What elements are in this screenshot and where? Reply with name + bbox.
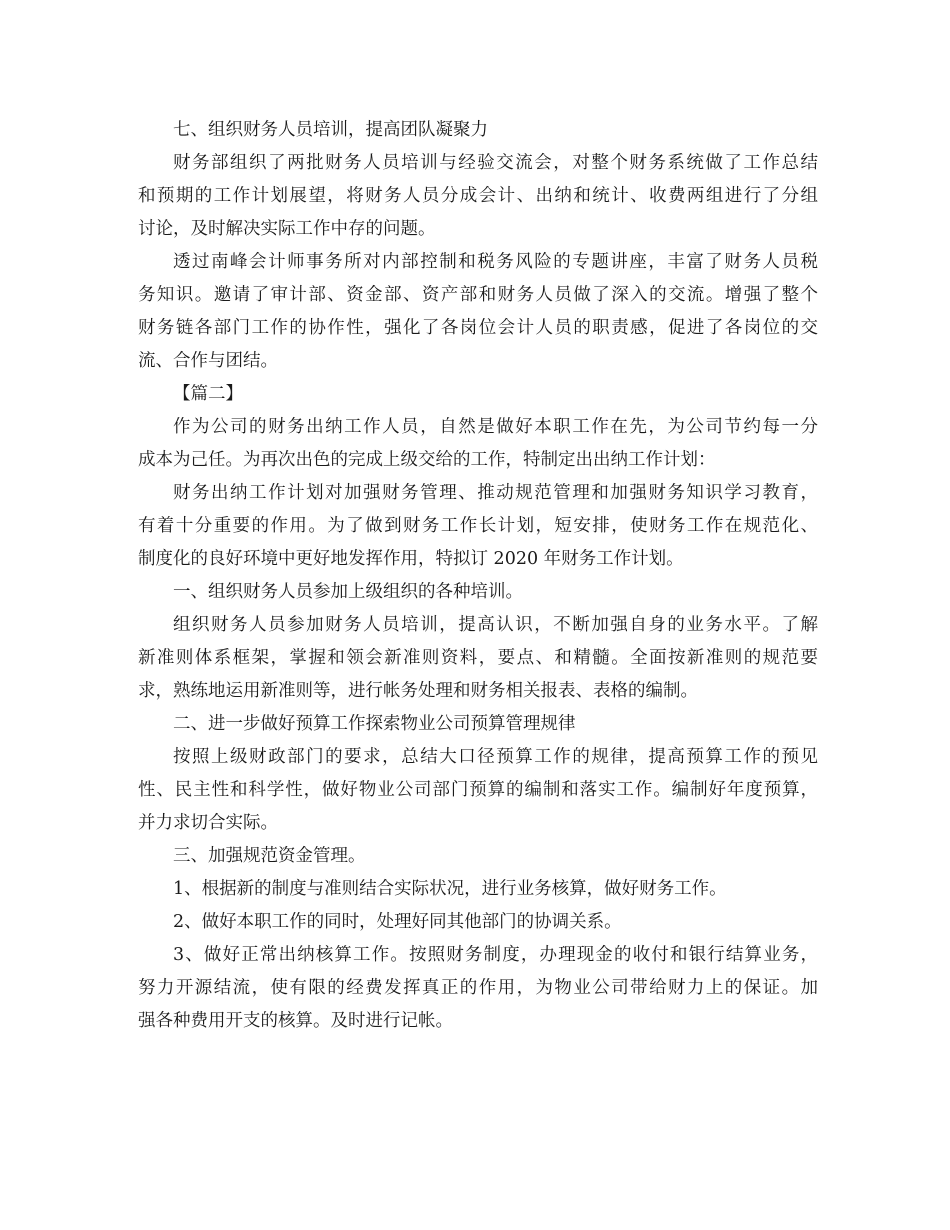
- text-line: 强各种费用开支的核算。及时进行记帐。: [138, 1011, 453, 1031]
- text-line: 作为公司的财务出纳工作人员，自然是做好本职工作在先，为公司节约每一分: [173, 417, 818, 437]
- text-line: 3、做好正常出纳核算工作。按照财务制度，办理现金的收付和银行结算业务，: [173, 945, 818, 965]
- text-line: 务知识。邀请了审计部、资金部、资产部和财务人员做了深入的交流。增强了整个: [138, 285, 818, 305]
- text-line: 性、民主性和科学性，做好物业公司部门预算的编制和落实工作。编制好年度预算，: [138, 780, 818, 800]
- text-line: 二、进一步做好预算工作探索物业公司预算管理规律: [173, 714, 576, 734]
- text-line: 求，熟练地运用新准则等，进行帐务处理和财务相关报表、表格的编制。: [138, 681, 698, 701]
- text-line: 透过南峰会计师事务所对内部控制和税务风险的专题讲座，丰富了财务人员税: [173, 252, 818, 272]
- text-line: 【篇二】: [173, 384, 243, 404]
- text-line: 2、做好本职工作的同时，处理好同其他部门的协调关系。: [173, 912, 622, 932]
- text-line: 努力开源结流，使有限的经费发挥真正的作用，为物业公司带给财力上的保证。加: [138, 978, 818, 998]
- text-line: 讨论，及时解决实际工作中存的问题。: [138, 219, 436, 239]
- text-line: 三、加强规范资金管理。: [173, 846, 366, 866]
- text-line: 财务部组织了两批财务人员培训与经验交流会，对整个财务系统做了工作总结: [173, 153, 818, 173]
- text-line: 流、合作与团结。: [138, 351, 278, 371]
- text-line: 有着十分重要的作用。为了做到财务工作长计划，短安排，使财务工作在规范化、: [138, 516, 818, 536]
- text-line: 和预期的工作计划展望，将财务人员分成会计、出纳和统计、收费两组进行了分组: [138, 186, 818, 206]
- text-line: 成本为己任。为再次出色的完成上级交给的工作，特制定出出纳工作计划：: [138, 450, 716, 470]
- text-line: 制度化的良好环境中更好地发挥作用，特拟订 2020 年财务工作计划。: [138, 549, 684, 569]
- text-line: 1、根据新的制度与准则结合实际状况，进行业务核算，做好财务工作。: [173, 879, 727, 899]
- text-line: 组织财务人员参加财务人员培训，提高认识，不断加强自身的业务水平。了解: [173, 615, 818, 635]
- text-line: 按照上级财政部门的要求，总结大口径预算工作的规律，提高预算工作的预见: [173, 747, 818, 767]
- text-line: 并力求切合实际。: [138, 813, 278, 833]
- text-line: 一、组织财务人员参加上级组织的各种培训。: [173, 582, 523, 602]
- text-line: 新准则体系框架，掌握和领会新准则资料，要点、和精髓。全面按新准则的规范要: [138, 648, 818, 668]
- text-line: 财务链各部门工作的协作性，强化了各岗位会计人员的职责感，促进了各岗位的交: [138, 318, 818, 338]
- document-body: [138, 114, 818, 1038]
- text-line: 财务出纳工作计划对加强财务管理、推动规范管理和加强财务知识学习教育，: [173, 483, 818, 503]
- text-line: 七、组织财务人员培训，提高团队凝聚力: [173, 120, 488, 140]
